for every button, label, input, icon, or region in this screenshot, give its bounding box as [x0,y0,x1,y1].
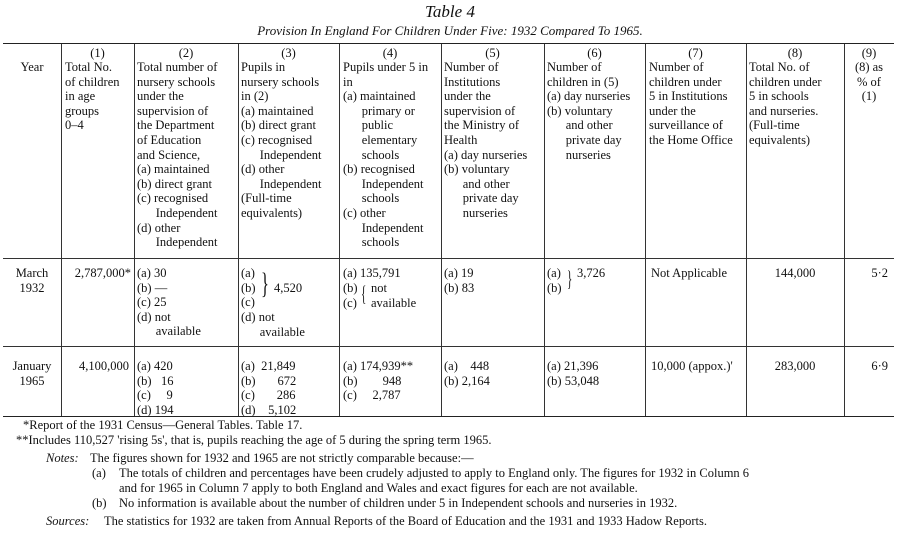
row-divider [3,258,894,259]
row-1932-year: March 1932 [15,266,49,295]
notes-intro: The figures shown for 1932 and 1965 are not strictly comparable because:— [90,451,474,465]
row-1932-col8: 144,000 [774,266,816,280]
column-divider [645,44,646,416]
row-1932-col4-brace: { [361,281,367,306]
column-divider [238,44,239,416]
note-b: No information is available about the number of children under 5 in Independent schools and nurseries in 1932. [119,496,678,510]
row-1965-col2: (a) 420 (b) 16 (c) 9 (d) 194 [137,359,174,417]
header-col1-number: (1) [90,46,105,60]
row-1932-col3-d: (d) not available [241,310,305,339]
row-divider [3,346,894,347]
note-a-label: (a) [92,466,106,480]
footnote-rising-5s: **Includes 110,527 'rising 5s', that is, pupils reaching the age of 5 during the spring term 1965. [16,433,492,447]
row-1932-col3-brace: } [261,267,269,300]
notes-label: Notes: [46,451,79,465]
data-table [3,43,894,417]
header-year: Year [20,60,44,74]
header-col6: Number of children in (5) (a) day nurseries (b) voluntary and other private day nurseries [547,60,631,162]
row-1932-col3-total: 4,520 [274,281,303,295]
table-title: Table 4 [425,2,475,21]
header-col2: Total number of nursery schools under the supervision of the Department of Education and Science, (a) maintained (b) direct grant (c) recognised Independent (d) other Independent [137,60,218,250]
header-col5: Number of Institutions under the supervision of the Ministry of Health (a) day nurseries (b) voluntary and other private day nurseries [444,60,528,220]
row-1932-col6-brace: } [567,266,573,291]
header-col3: Pupils in nursery schools in (2) (a) maintained (b) direct grant (c) recognised Independent (d) other Independent (Full-time equivalents) [241,60,322,220]
header-col8-number: (8) [787,46,803,60]
note-b-label: (b) [92,496,107,510]
row-1932-col7: Not Applicable [651,266,728,280]
row-1965-year: January 1965 [12,359,52,388]
header-col1: Total No. of children in age groups 0–4 [65,60,120,133]
row-1932-col6-ab: (a) (b) [547,266,562,295]
row-1932-col4-not-available: not available [371,281,417,310]
row-1965-col8: 283,000 [774,359,816,373]
note-a-line2: and for 1965 in Column 7 apply to both England and Wales and exact figures for each are not available. [119,481,638,495]
column-divider [339,44,340,416]
sources-text: The statistics for 1932 are taken from Annual Reports of the Board of Education and the 1931 and 1933 Hadow Reports. [104,514,707,528]
header-col4: Pupils under 5 in in (a) maintained primary or public elementary schools (b) recognised Independent schools (c) other Independent schools [343,60,429,250]
header-col5-number: (5) [485,46,500,60]
row-1965-col1: 4,100,000 [79,359,129,373]
row-1932-col9: 5·2 [871,266,888,280]
sources-label: Sources: [46,514,90,528]
header-col4-number: (4) [382,46,398,60]
header-col2-number: (2) [178,46,194,60]
row-1932-col1: 2,787,000* [74,266,131,280]
row-1965-col4: (a) 174,939** (b) 948 (c) 2,787 [343,359,414,403]
header-col9: (8) as % of (1) [854,60,884,104]
row-1932-col2: (a) 30 (b) — (c) 25 (d) not available [137,266,201,339]
header-col8: Total No. of children under 5 in schools and nurseries. (Full-time equivalents) [749,60,822,147]
column-divider [441,44,442,416]
table-subtitle: Provision In England For Children Under Five: 1932 Compared To 1965. [257,23,643,38]
row-1932-col5: (a) 19 (b) 83 [444,266,475,295]
header-col7-number: (7) [688,46,703,60]
footnote-census: *Report of the 1931 Census—General Tables. Table 17. [23,418,303,432]
header-col7: Number of children under 5 in Institutions under the surveillance of the Home Office [649,60,733,147]
row-1932-col3-ac: (a) (b) (c) [241,266,256,310]
header-col9-number: (9) [861,46,877,60]
row-1965-col6: (a) 21,396 (b) 53,048 [547,359,600,388]
note-a-line1: The totals of children and percentages have been crudely adjusted to apply to England only. The figures for 1932 in Column 6 [119,466,750,480]
header-col6-number: (6) [587,46,602,60]
row-1965-col7: 10,000 (appox.)' [651,359,733,373]
column-divider [544,44,545,416]
row-1932-col6-total: 3,726 [577,266,606,280]
header-col3-number: (3) [281,46,296,60]
column-divider [134,44,135,416]
row-1965-col5: (a) 448 (b) 2,164 [444,359,490,388]
row-1965-col3: (a) 21,849 (b) 672 (c) 286 (d) 5,102 [241,359,297,417]
row-1932-col4-a: (a) 135,791 [343,266,401,280]
row-1965-col9: 6·9 [871,359,888,373]
row-1932-col4-bc: (b) (c) [343,281,358,310]
